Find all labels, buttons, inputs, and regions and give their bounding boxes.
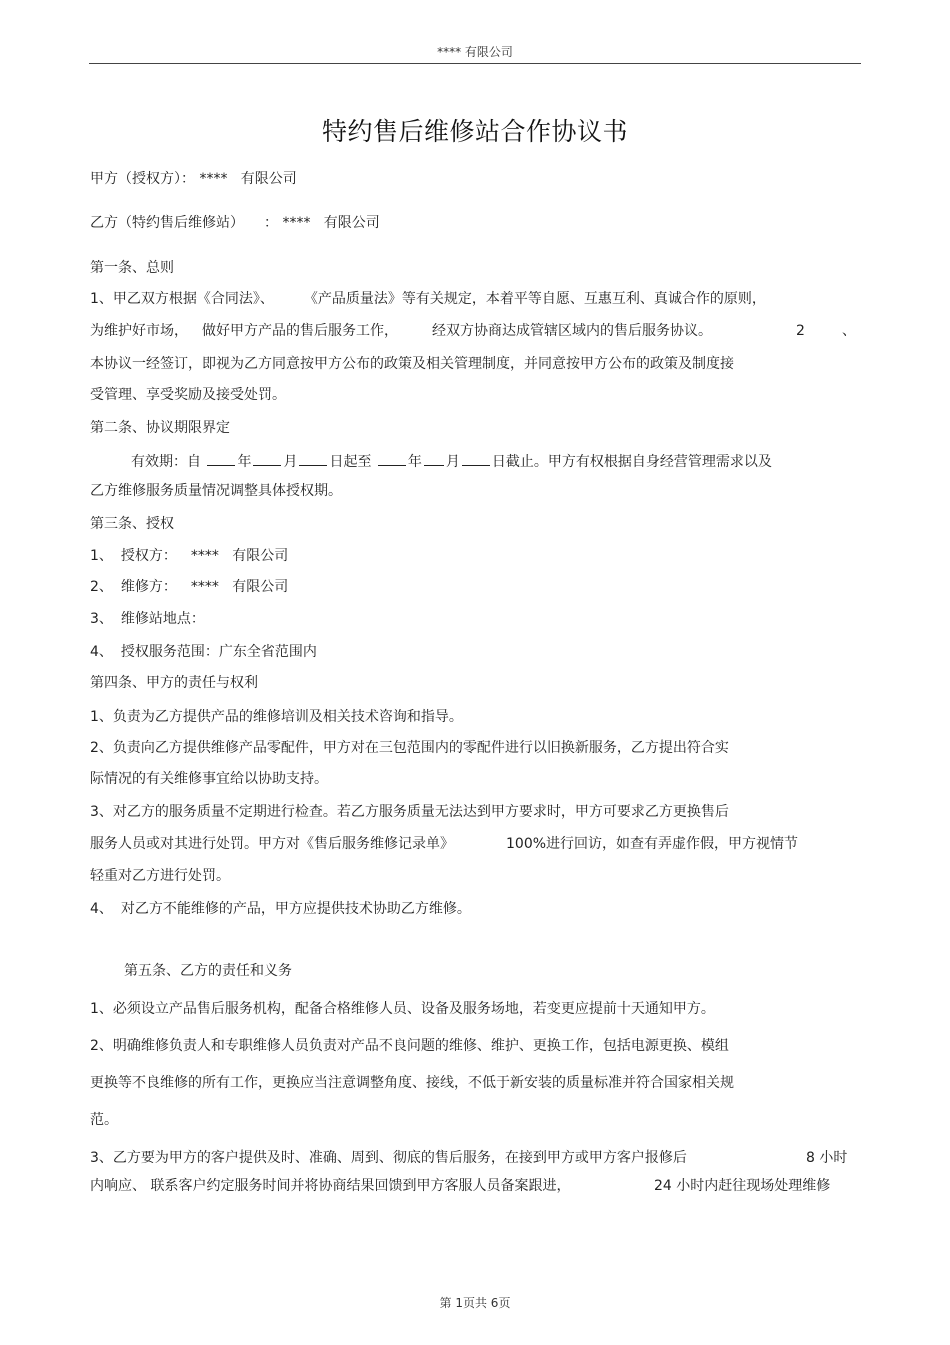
item-label: 维修方：: [120, 579, 177, 595]
section1-p1-line1: [90, 290, 766, 308]
section2-validity: [131, 451, 772, 471]
section5-line: 范。: [90, 1112, 118, 1128]
section5-line: 更换等不良维修的所有工作，更换应当注意调整角度、接线，不低于新安装的质量标准并符合国家相关规: [90, 1075, 734, 1091]
year-label: 年: [237, 454, 252, 470]
section4-l4-text: 对乙方不能维修的产品，甲方应提供技术协助乙方维修。: [120, 901, 471, 917]
page-header: **** 有限公司: [437, 45, 513, 59]
party-a: [90, 170, 297, 188]
section1-p2-line2: 受管理、享受奖励及接受处罚。: [90, 387, 286, 403]
section1-p1-part-b: 《产品质量法》等有关规定，本着平等自愿、互惠互利、真诚合作的原则，: [303, 291, 766, 307]
section1-p1-part-d: 做好甲方产品的售后服务工作，: [202, 323, 398, 339]
item-value: 广东全省范围内: [218, 644, 317, 660]
section3-item: [90, 610, 205, 628]
item-value: **** 有限公司: [190, 548, 289, 564]
item-number: 3、: [90, 611, 113, 627]
section4-line: 轻重对乙方进行处罚。: [90, 868, 230, 884]
end-year-blank[interactable]: [378, 451, 406, 466]
header-divider: [89, 63, 861, 64]
section5-line: 3、乙方要为甲方的客户提供及时、准确、周到、彻底的售后服务，在接到甲方或甲方客户报修后: [90, 1150, 687, 1166]
party-b: [90, 214, 380, 232]
end-day-blank[interactable]: [462, 451, 490, 466]
section3-item: [90, 547, 288, 565]
section1-p2-separator: 、: [842, 323, 856, 339]
section4-line: 2、负责向乙方提供维修产品零配件，甲方对在三包范围内的零配件进行以旧换新服务，乙方提出符合实: [90, 740, 729, 756]
item-number: 2、: [90, 579, 113, 595]
end-month-blank[interactable]: [424, 451, 444, 466]
page-footer: 第 1页共 6页: [439, 1296, 511, 1310]
month-label: 月: [283, 454, 298, 470]
section4-line: 3、对乙方的服务质量不定期进行检查。若乙方服务质量无法达到甲方要求时，甲方可要求乙方更换售后: [90, 804, 729, 820]
start-month-blank[interactable]: [253, 451, 281, 466]
section4-line: 际情况的有关维修事宜给以协助支持。: [90, 771, 328, 787]
item-label: 授权方：: [120, 548, 177, 564]
section5-line-tail: 24 小时内赶往现场处理维修: [654, 1178, 831, 1194]
section2-heading: 第二条、协议期限界定: [90, 420, 230, 436]
section2-continuation: 乙方维修服务质量情况调整具体授权期。: [90, 483, 342, 499]
start-year-blank[interactable]: [207, 451, 235, 466]
item-number: 4、: [90, 644, 113, 660]
item-label: 授权服务范围：: [120, 644, 219, 660]
section3-item: [90, 643, 317, 661]
section4-l3-part2: 100%进行回访，如查有弄虚作假，甲方视情节: [506, 836, 799, 852]
section5-line-tail: 8 小时: [806, 1150, 848, 1166]
section1-heading: 第一条、总则: [90, 260, 174, 276]
section1-p2-line1: 本协议一经签订，即视为乙方同意按甲方公布的政策及相关管理制度，并同意按甲方公布的政策及制度接: [90, 356, 734, 372]
day-to-label: 日截止。甲方有权根据自身经营管理需求以及: [491, 454, 772, 470]
section5-line: 1、必须设立产品售后服务机构，配备合格维修人员、设备及服务场地，若变更应提前十天通知甲方。: [90, 1001, 715, 1017]
day-from-label: 日起至: [329, 454, 372, 470]
document-title: 特约售后维修站合作协议书: [321, 117, 628, 146]
section1-p1-line2: [90, 322, 860, 340]
item-number: 1、: [90, 548, 113, 564]
start-day-blank[interactable]: [299, 451, 327, 466]
section3-heading: 第三条、授权: [90, 516, 174, 532]
party-a-label: 甲方（授权方）：: [90, 171, 195, 187]
section4-line: [90, 900, 471, 918]
section5-line: 2、明确维修负责人和专职维修人员负责对产品不良问题的维修、维护、更换工作，包括电源更换、模组: [90, 1038, 729, 1054]
section1-p2-number: 2: [796, 323, 805, 339]
section4-line: 1、负责为乙方提供产品的维修培训及相关技术咨询和指导。: [90, 709, 463, 725]
section4-heading: 第四条、甲方的责任与权利: [90, 675, 258, 691]
validity-prefix: 有效期：自: [131, 454, 201, 470]
year-label: 年: [407, 454, 422, 470]
section5-line: 内响应、 联系客户约定服务时间并将协商结果回馈到甲方客服人员备案跟进，: [90, 1178, 571, 1194]
item-value: **** 有限公司: [190, 579, 289, 595]
section3-item: [90, 578, 288, 596]
section1-p1-part-c: 为维护好市场，: [90, 323, 188, 339]
section5-heading: 第五条、乙方的责任和义务: [124, 963, 292, 979]
party-b-sep: ：: [264, 215, 278, 231]
party-b-value: **** 有限公司: [282, 215, 380, 231]
party-a-value: **** 有限公司: [199, 171, 297, 187]
section4-l3-part1: 服务人员或对其进行处罚。甲方对《售后服务维修记录单》: [90, 836, 454, 852]
month-label: 月: [445, 454, 460, 470]
item-number: 4、: [90, 901, 113, 917]
section1-p1-part-a: 1、甲乙双方根据《合同法》、: [90, 291, 274, 307]
party-b-label: 乙方（特约售后维修站）: [90, 215, 244, 231]
section1-p1-part-e: 经双方协商达成管辖区域内的售后服务协议。: [432, 323, 712, 339]
item-label: 维修站地点：: [120, 611, 205, 627]
section4-line: [90, 835, 798, 853]
